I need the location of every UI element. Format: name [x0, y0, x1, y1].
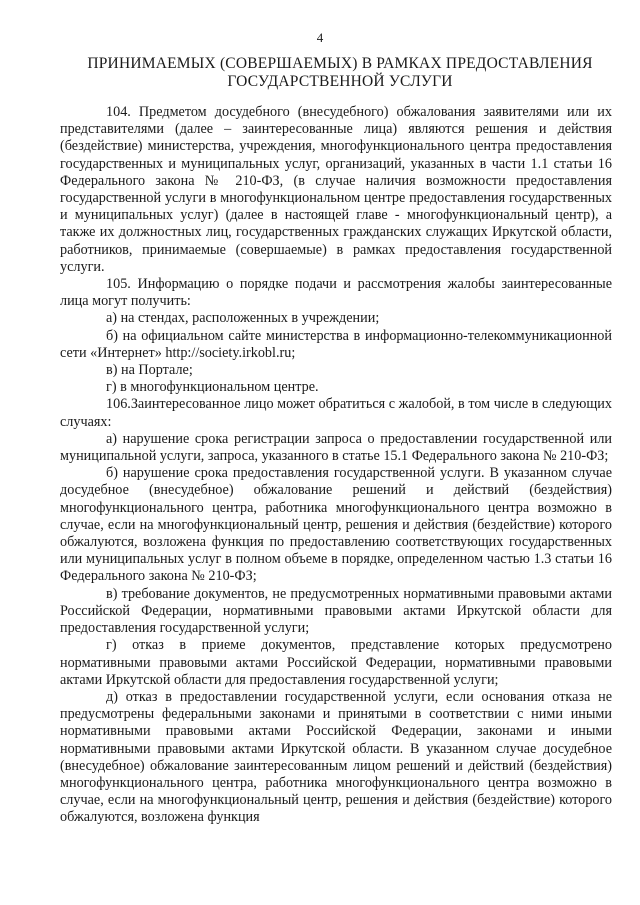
case-item-a: а) нарушение срока регистрации запроса о предоставлении государственной или муниципальной услуги, запроса, указанного в статье 15.1 Федерального закона № 210-ФЗ; [60, 430, 612, 465]
list-item-g: г) в многофункциональном центре. [106, 379, 319, 396]
case-item-b: б) нарушение срока предоставления государственной услуги. В указанном случае досудебное (внесудебное) обжалование решений и действий (бездействия) многофункционального центра, работника многофункционального центра возможно в случае, если на многофункциональный центр, решения и действия (бездействие) которого обжалуются, возложена функция по предоставлению соответствующих государственных или муниципальных услуг в полном объеме в порядке, определенном частью 1.3 статьи 16 Федерального закона № 210-ФЗ; [60, 465, 612, 585]
paragraph-105: 105. Информацию о порядке подачи и рассмотрения жалобы заинтересованные лица могут получить: [60, 276, 612, 310]
section-title: ПРИНИМАЕМЫХ (СОВЕРШАЕМЫХ) В РАМКАХ ПРЕДОСТАВЛЕНИЯ ГОСУДАРСТВЕННОЙ УСЛУГИ [87, 55, 593, 90]
document-body [60, 104, 612, 827]
paragraph-106: 106.Заинтересованное лицо может обратиться с жалобой, в том числе в следующих случаях: [60, 396, 612, 430]
case-item-d: д) отказ в предоставлении государственной услуги, если основания отказа не предусмотрены федеральными законами и принятыми в соответствии с ними иными нормативными правовыми актами Российской Федерации, законами и иными нормативными правовыми актами Иркутской области. В указанном случае досудебное (внесудебное) обжалование заинтересованным лицом решений и действий (бездействия) многофункционального центра, работника многофункционального центра возможно в случае, если на многофункциональный центр, решения и действия (бездействие) которого обжалуются, возложена функция [60, 688, 612, 826]
case-item-v: в) требование документов, не предусмотренных нормативными правовыми актами Российской Федерации, нормативными правовыми актами Иркутской области для предоставления государственной услуги; [60, 585, 612, 637]
list-item-v: в) на Портале; [106, 362, 193, 379]
paragraph-104: 104. Предметом досудебного (внесудебного) обжалования заявителями или их представителями (далее – заинтересованные лица) являются решения и действия (бездействие) министерства, учреждения, многофункционального центра предоставления государственных и муниципальных услуг, организаций, указанных в части 1.1 статьи 16 Федерального закона № 210-ФЗ, (в случае наличия возможности предоставления государственной услуги в многофункциональном центре предоставления государственных и муниципальных услуг) (далее в настоящей главе - многофункциональный центр), а также их должностных лиц, государственных гражданских служащих Иркутской области, работников, принимаемые (совершаемые) в рамках предоставления государственной услуги. [60, 104, 612, 275]
list-item-b: б) на официальном сайте министерства в информационно-телекоммуникационной сети «Интернет» http://society.irkobl.ru; [60, 327, 612, 361]
list-item-a: а) на стендах, расположенных в учреждении; [106, 310, 380, 327]
case-item-g: г) отказ в приеме документов, представление которых предусмотрено нормативными правовыми актами Российской Федерации, нормативными правовыми актами Иркутской области для предоставления государственной услуги; [60, 637, 612, 688]
page-number: 4 [316, 30, 324, 45]
